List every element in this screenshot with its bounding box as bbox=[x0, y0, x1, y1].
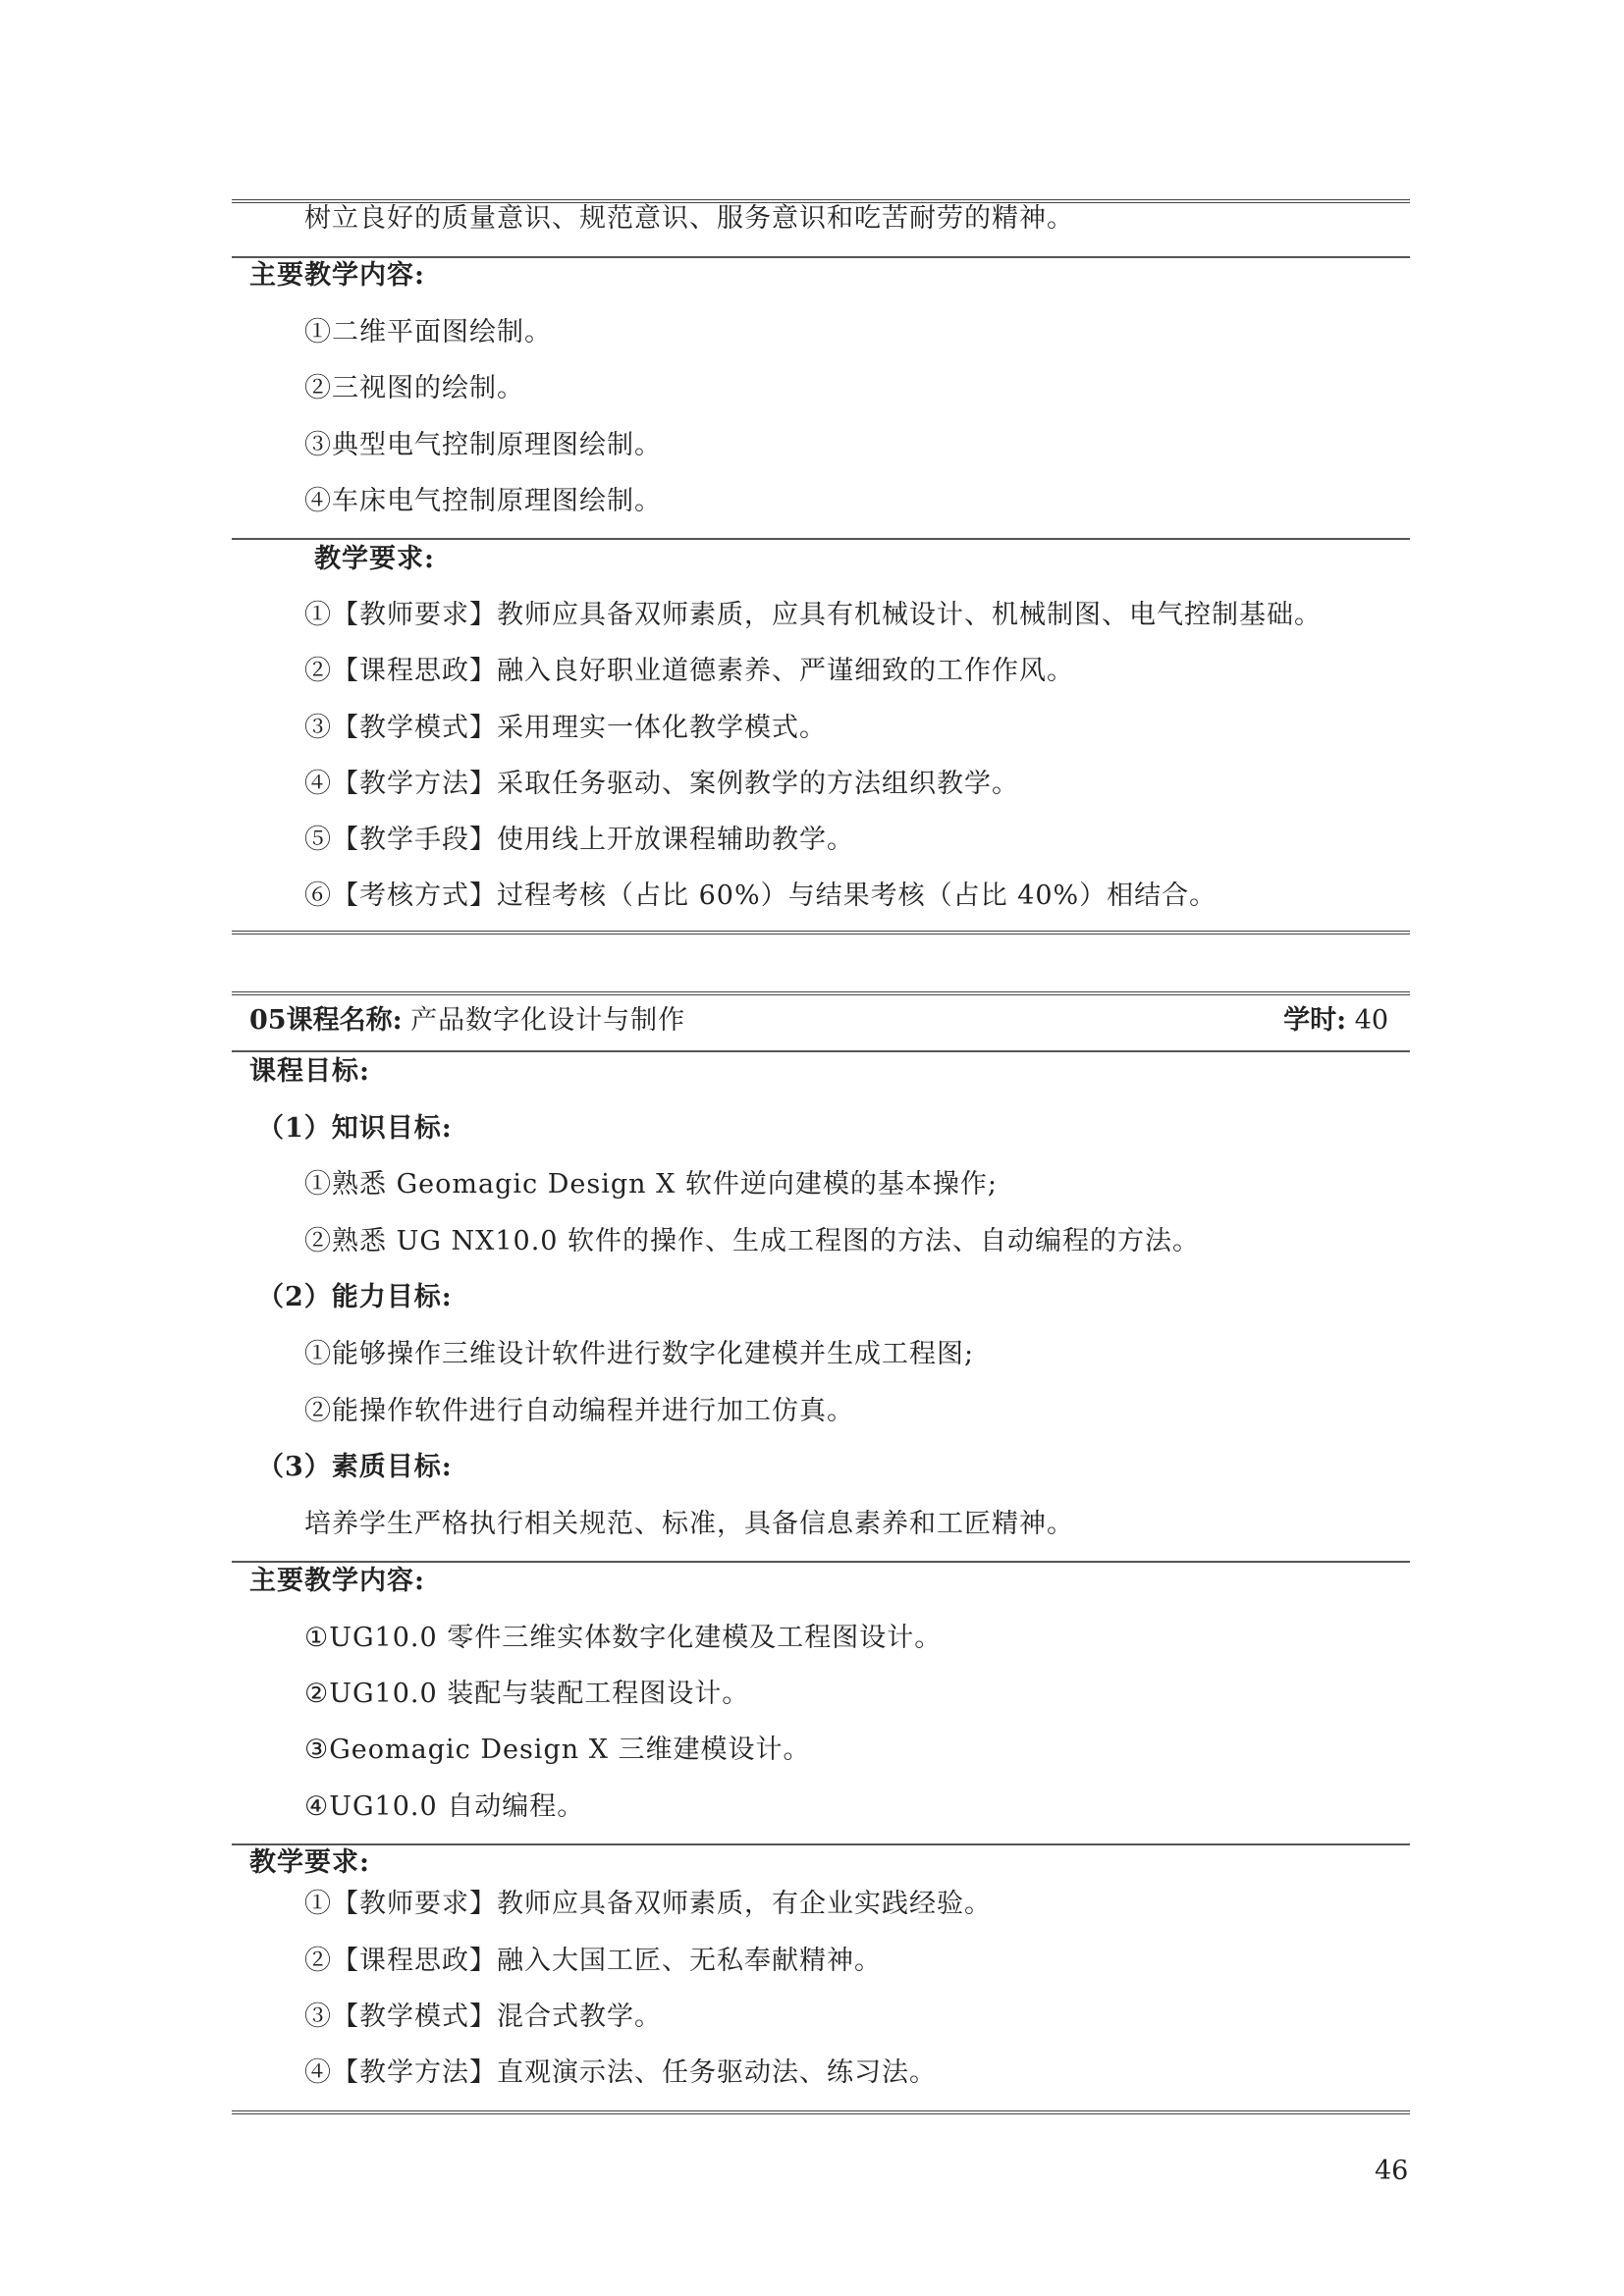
knowledge-heading: （1）知识目标: bbox=[257, 1113, 453, 1144]
list-item: ④【教学方法】采取任务驱动、案例教学的方法组织教学。 bbox=[304, 769, 1019, 799]
hours-value: 40 bbox=[1354, 1005, 1388, 1036]
course-number: 05 bbox=[249, 1005, 287, 1036]
requirements-heading: 教学要求: bbox=[314, 544, 435, 574]
list-item: ③【教学模式】采用理实一体化教学模式。 bbox=[304, 713, 827, 743]
list-item: ②三视图的绘制。 bbox=[304, 373, 524, 403]
list-item: ①【教师要求】教师应具备双师素质，应具有机械设计、机械制图、电气控制基础。 bbox=[304, 600, 1322, 630]
course-top-rule bbox=[232, 991, 1410, 998]
quality-heading: （3）素质目标: bbox=[257, 1452, 453, 1482]
rule bbox=[232, 1050, 1410, 1052]
list-item: ⑤【教学手段】使用线上开放课程辅助教学。 bbox=[304, 825, 854, 855]
list-item: ①二维平面图绘制。 bbox=[304, 317, 552, 347]
list-item: ①能够操作三维设计软件进行数字化建模并生成工程图; bbox=[304, 1339, 975, 1369]
page-number: 46 bbox=[1375, 2156, 1409, 2186]
course-name: 产品数字化设计与制作 bbox=[410, 1005, 686, 1036]
list-item: 培养学生严格执行相关规范、标准，具备信息素养和工匠精神。 bbox=[304, 1509, 1074, 1539]
list-item: ③典型电气控制原理图绘制。 bbox=[304, 430, 662, 460]
course-header bbox=[249, 1001, 1388, 1041]
rule bbox=[232, 1561, 1410, 1563]
list-item: ④UG10.0 自动编程。 bbox=[304, 1791, 585, 1822]
list-item: ④车床电气控制原理图绘制。 bbox=[304, 486, 662, 516]
rule bbox=[232, 1843, 1410, 1845]
content-heading: 主要教学内容: bbox=[249, 260, 425, 291]
list-item: ②熟悉 UG NX10.0 软件的操作、生成工程图的方法、自动编程的方法。 bbox=[304, 1226, 1201, 1256]
list-item: ②【课程思政】融入大国工匠、无私奉献精神。 bbox=[304, 1946, 882, 1976]
list-item: ⑥【考核方式】过程考核（占比 60%）与结果考核（占比 40%）相结合。 bbox=[304, 881, 1218, 911]
list-item: ②能操作软件进行自动编程并进行加工仿真。 bbox=[304, 1396, 854, 1426]
list-item: ④【教学方法】直观演示法、任务驱动法、练习法。 bbox=[304, 2057, 937, 2088]
goals-heading: 课程目标: bbox=[249, 1056, 370, 1087]
bottom-rule bbox=[232, 2110, 1410, 2117]
content-heading: 主要教学内容: bbox=[249, 1566, 425, 1596]
requirements-heading: 教学要求: bbox=[249, 1847, 370, 1878]
ability-heading: （2）能力目标: bbox=[257, 1282, 453, 1312]
rule bbox=[232, 538, 1410, 540]
list-item: ①UG10.0 零件三维实体数字化建模及工程图设计。 bbox=[304, 1623, 943, 1653]
hours-label: 学时: bbox=[1283, 1005, 1347, 1036]
list-item: ②【课程思政】融入良好职业道德素养、严谨细致的工作作风。 bbox=[304, 656, 1074, 686]
list-item: ③【教学模式】混合式教学。 bbox=[304, 2002, 662, 2032]
list-item: ①【教师要求】教师应具备双师素质，有企业实践经验。 bbox=[304, 1889, 992, 1919]
list-item: ②UG10.0 装配与装配工程图设计。 bbox=[304, 1679, 750, 1709]
course-name-label: 课程名称: bbox=[286, 1005, 403, 1036]
list-item: ①熟悉 Geomagic Design X 软件逆向建模的基本操作; bbox=[304, 1169, 998, 1200]
quality-line: 树立良好的质量意识、规范意识、服务意识和吃苦耐劳的精神。 bbox=[304, 203, 1074, 234]
list-item: ③Geomagic Design X 三维建模设计。 bbox=[304, 1735, 811, 1765]
section-end-rule bbox=[232, 931, 1410, 937]
